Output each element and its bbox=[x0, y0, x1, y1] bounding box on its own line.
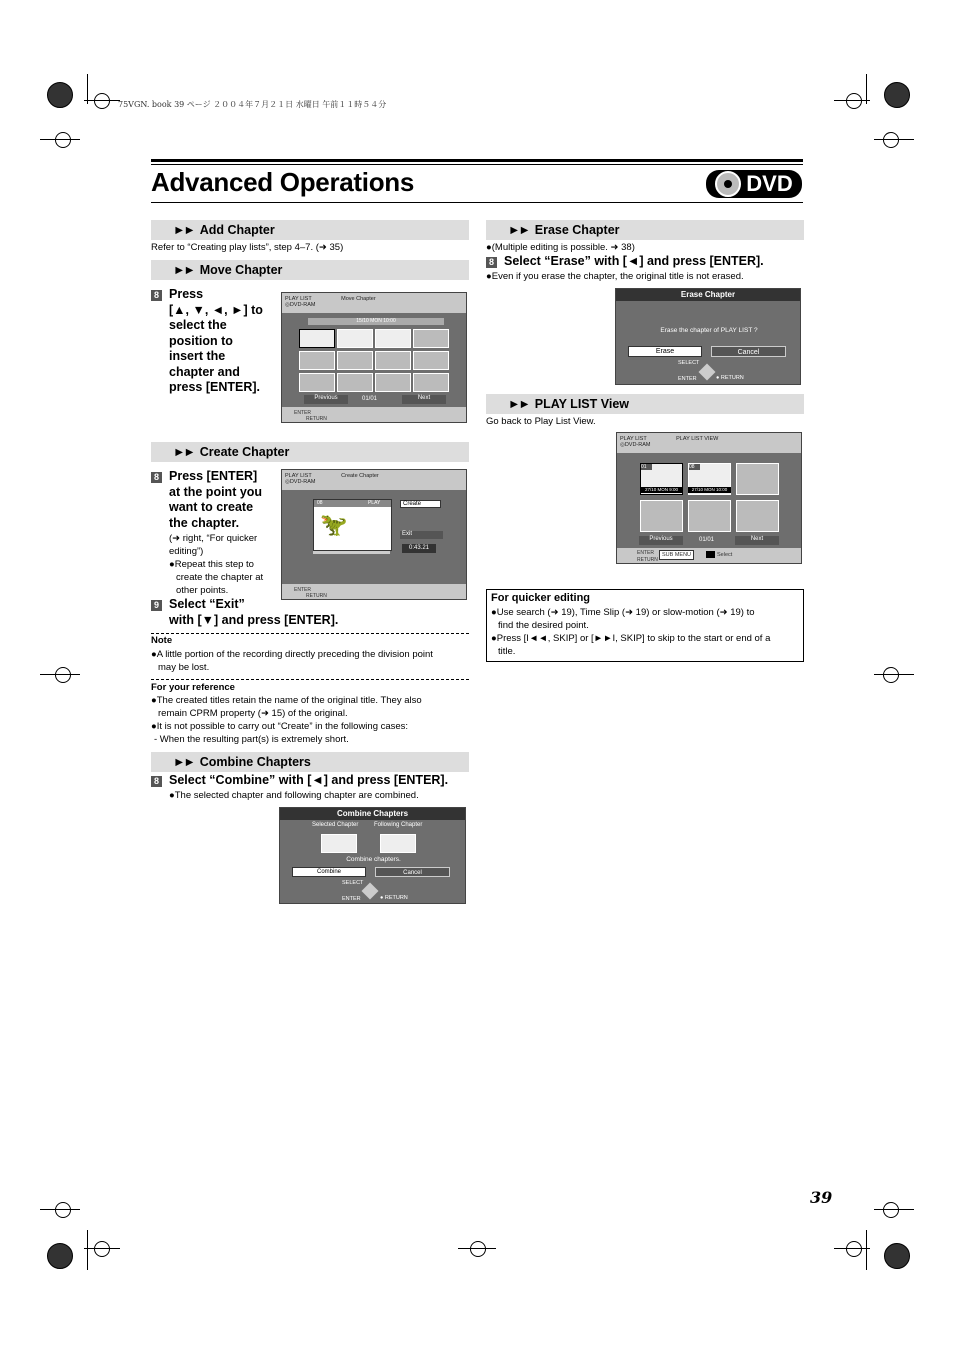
reference-text: ●The created titles retain the name of the original title. They also remain CPRM property (➜ 15) of the original. ●It is not possible to carry out “Create” in the following cases: - When the resulting part(s) is extremely short. bbox=[151, 695, 422, 745]
chapter-thumbnail[interactable] bbox=[337, 351, 373, 370]
chapter-thumbnail[interactable] bbox=[375, 329, 411, 348]
title-rule-bottom bbox=[151, 202, 803, 203]
sub-menu-button[interactable]: SUB MENU bbox=[659, 550, 694, 560]
crop-mark-icon bbox=[47, 82, 73, 108]
previous-button[interactable]: Previous bbox=[639, 536, 683, 545]
progress-bar[interactable] bbox=[313, 551, 390, 554]
video-preview: 08 PLAY 🦖 bbox=[313, 499, 392, 551]
create-chapter-screen: PLAY LIST Create Chapter ◎DVD-RAM 08 PLAY 🦖 Create Exit 0:43.21 ENTER RETURN bbox=[281, 469, 467, 600]
quicker-editing-box bbox=[486, 589, 804, 662]
crosshair-icon bbox=[883, 667, 899, 683]
note-text: ●A little portion of the recording directly preceding the division point may be lost. bbox=[151, 649, 433, 673]
double-arrow-icon: ►► bbox=[173, 755, 194, 769]
combine-chapters-dialog: Combine Chapters Selected Chapter Following Chapter Combine chapters. Combine Cancel SELECT ENTER ● RETURN bbox=[279, 807, 466, 904]
create-button[interactable]: Create bbox=[400, 500, 441, 508]
reference-heading: For your reference bbox=[151, 682, 235, 693]
section-move-chapter: ►► Move Chapter bbox=[151, 260, 469, 280]
cancel-button[interactable]: Cancel bbox=[711, 346, 786, 357]
double-arrow-icon: ►► bbox=[173, 263, 194, 277]
crop-mark-icon bbox=[884, 82, 910, 108]
playlist-thumbnail[interactable] bbox=[640, 500, 683, 532]
playlist-thumbnail[interactable] bbox=[688, 500, 731, 532]
create-chapter-hint: (➜ right, “For quicker editing”) ●Repeat this step to create the chapter at other points. bbox=[169, 533, 264, 596]
erase-multi-note: ●(Multiple editing is possible. ➜ 38) bbox=[486, 242, 635, 253]
dpad-icon bbox=[362, 883, 379, 900]
crosshair-icon bbox=[883, 132, 899, 148]
note-heading: Note bbox=[151, 635, 173, 646]
chapter-thumbnail[interactable] bbox=[413, 373, 449, 392]
crosshair-icon bbox=[94, 93, 110, 109]
step-number: 8 bbox=[151, 776, 162, 787]
crosshair-icon bbox=[55, 132, 71, 148]
playlist-thumbnail[interactable]: 01 bbox=[640, 463, 683, 495]
chapter-thumbnail[interactable] bbox=[299, 351, 335, 370]
disc-icon: ◎ bbox=[285, 479, 290, 485]
section-play-list-view: ►► PLAY LIST View bbox=[486, 394, 804, 414]
play-list-view-screen: PLAY LIST PLAY LIST VIEW ◎DVD-RAM 01 27/10 MON 9:00 08 27/10 MON 10:00 Previous 01/01 Next ENTER RETURN SUB MENU Select bbox=[616, 432, 802, 564]
double-arrow-icon: ►► bbox=[173, 445, 194, 459]
disc-icon: ◎ bbox=[285, 302, 290, 308]
erase-chapter-dialog: Erase Chapter Erase the chapter of PLAY LIST ? Erase Cancel SELECT ENTER ● RETURN bbox=[615, 288, 801, 385]
title-rule-top-thin bbox=[151, 164, 803, 165]
step-number: 8 bbox=[486, 257, 497, 268]
divider bbox=[151, 679, 469, 680]
step-number: 8 bbox=[151, 290, 162, 301]
crop-mark-icon bbox=[884, 1243, 910, 1269]
erase-step: Select “Erase” with [◄] and press [ENTER]. bbox=[504, 254, 764, 268]
erase-bullet: ●Even if you erase the chapter, the original title is not erased. bbox=[486, 271, 744, 282]
exit-step: Select “Exit” with [▼] and press [ENTER]. bbox=[169, 597, 339, 627]
chapter-thumbnail[interactable] bbox=[375, 373, 411, 392]
cancel-button[interactable]: Cancel bbox=[375, 867, 450, 877]
section-combine-chapters: ►► Combine Chapters bbox=[151, 752, 469, 772]
chapter-thumbnail[interactable] bbox=[299, 329, 335, 348]
crop-mark-icon bbox=[47, 1243, 73, 1269]
selected-chapter-thumbnail bbox=[321, 834, 357, 853]
crosshair-icon bbox=[55, 1202, 71, 1218]
erase-button[interactable]: Erase bbox=[628, 346, 702, 357]
playlist-thumbnail[interactable] bbox=[736, 463, 779, 495]
dvd-badge-label: DVD bbox=[746, 171, 793, 196]
page-counter: 01/01 bbox=[699, 537, 715, 543]
next-button[interactable]: Next bbox=[735, 536, 779, 545]
crosshair-icon bbox=[94, 1241, 110, 1257]
pause-icon bbox=[706, 551, 715, 558]
chapter-thumbnail[interactable] bbox=[299, 373, 335, 392]
chapter-thumbnail[interactable] bbox=[337, 329, 373, 348]
move-chapter-step: Press [▲, ▼, ◄, ►] to select the position to insert the chapter and press [ENTER]. bbox=[169, 287, 263, 394]
create-chapter-step: Press [ENTER] at the point you want to create the chapter. bbox=[169, 469, 263, 530]
dinosaur-image: 🦖 bbox=[320, 512, 348, 537]
chapter-thumbnail[interactable] bbox=[413, 329, 449, 348]
section-add-chapter: ►► Add Chapter bbox=[151, 220, 469, 240]
chapter-thumbnail[interactable] bbox=[413, 351, 449, 370]
page-title: Advanced Operations bbox=[151, 167, 415, 197]
combine-step: Select “Combine” with [◄] and press [ENTER]. bbox=[169, 773, 449, 787]
quicker-editing-text: ●Use search (➜ 19), Time Slip (➜ 19) or slow-motion (➜ 19) to find the desired point. ●Press [I◄◄, SKIP] or [►►I, SKIP] to skip to the start or end of a title. bbox=[491, 607, 771, 657]
step-number: 8 bbox=[151, 472, 162, 483]
crosshair-icon bbox=[846, 1241, 862, 1257]
exit-button[interactable]: Exit bbox=[400, 531, 443, 539]
title-rule-top bbox=[151, 159, 803, 162]
playlist-thumbnail[interactable] bbox=[736, 500, 779, 532]
crosshair-icon bbox=[470, 1241, 486, 1257]
move-chapter-screen: PLAY LIST Move Chapter ◎DVD-RAM 15/10 MON 10:00 Previous 01/01 Next ENTER RETURN bbox=[281, 292, 467, 423]
page-counter: 01/01 bbox=[362, 396, 378, 402]
print-metadata: 75VGN. book 39 ページ ２００４年７月２１日 水曜日 午前１１時５４分 bbox=[118, 100, 387, 109]
quicker-editing-title: For quicker editing bbox=[491, 592, 591, 604]
dvd-badge bbox=[706, 170, 802, 198]
divider bbox=[151, 633, 469, 634]
following-chapter-thumbnail bbox=[380, 834, 416, 853]
double-arrow-icon: ►► bbox=[173, 223, 194, 237]
step-number: 9 bbox=[151, 600, 162, 611]
crosshair-icon bbox=[55, 667, 71, 683]
page-number: 39 bbox=[810, 1188, 833, 1207]
section-create-chapter: ►► Create Chapter bbox=[151, 442, 469, 462]
next-button[interactable]: Next bbox=[402, 395, 446, 404]
play-list-view-text: Go back to Play List View. bbox=[486, 416, 596, 427]
add-chapter-text: Refer to “Creating play lists”, step 4–7. (➜ 35) bbox=[151, 242, 344, 253]
double-arrow-icon: ►► bbox=[508, 223, 529, 237]
dpad-icon bbox=[699, 364, 716, 381]
combine-bullet: ●The selected chapter and following chapter are combined. bbox=[169, 790, 419, 801]
time-display: 0:43.21 bbox=[402, 544, 436, 553]
previous-button[interactable]: Previous bbox=[304, 395, 348, 404]
crosshair-icon bbox=[883, 1202, 899, 1218]
playlist-thumbnail[interactable]: 08 bbox=[688, 463, 731, 495]
disc-icon: ◎ bbox=[620, 442, 625, 448]
combine-button[interactable]: Combine bbox=[292, 867, 366, 877]
section-erase-chapter: ►► Erase Chapter bbox=[486, 220, 804, 240]
crosshair-icon bbox=[846, 93, 862, 109]
chapter-thumbnail[interactable] bbox=[337, 373, 373, 392]
double-arrow-icon: ►► bbox=[508, 397, 529, 411]
disc-icon bbox=[715, 171, 741, 197]
chapter-thumbnail[interactable] bbox=[375, 351, 411, 370]
